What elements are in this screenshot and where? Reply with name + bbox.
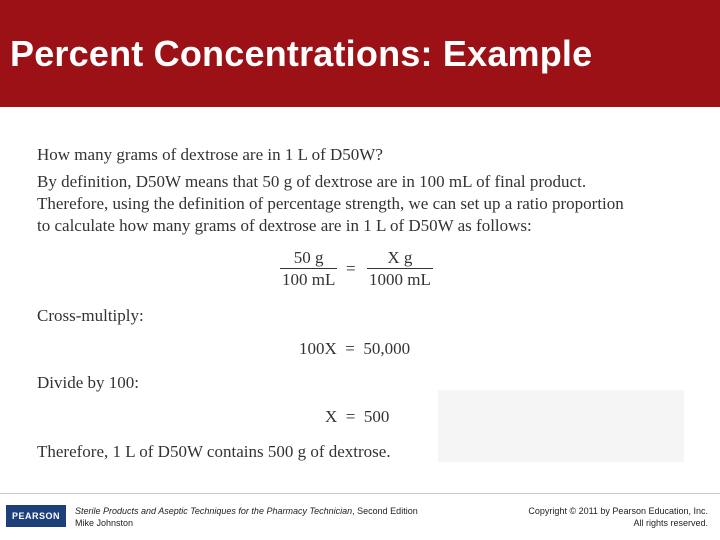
conclusion-text: Therefore, 1 L of D50W contains 500 g of dextrose.: [37, 442, 391, 461]
pearson-logo: PEARSON: [6, 505, 66, 527]
rights-text: All rights reserved.: [633, 518, 708, 528]
definition-line-3: to calculate how many grams of dextrose are in 1 L of D50W as follows:: [37, 216, 532, 235]
footer-divider: [0, 493, 720, 494]
divide-equation: X = 500: [325, 407, 390, 426]
book-edition: , Second Edition: [352, 506, 418, 516]
cross-multiply-label: Cross-multiply:: [37, 306, 144, 325]
left-denominator: 100 mL: [282, 270, 336, 289]
copyright-text: Copyright © 2011 by Pearson Education, Inc.: [528, 506, 708, 516]
book-title: Sterile Products and Aseptic Techniques for the Pharmacy Technician: [75, 506, 353, 516]
left-numerator: 50 g: [293, 248, 324, 267]
slide-title: Percent Concentrations: Example: [10, 33, 593, 74]
footer-book-info: [75, 505, 418, 529]
right-fraction: [367, 248, 433, 291]
book-author: Mike Johnston: [75, 518, 134, 528]
question-text: How many grams of dextrose are in 1 L of D50W?: [37, 145, 383, 164]
cross-multiply-equation: 100X = 50,000: [299, 339, 411, 358]
right-numerator: X g: [387, 248, 413, 267]
shaded-box: [438, 390, 684, 462]
proportion-equals: =: [346, 259, 356, 278]
divide-label: Divide by 100:: [37, 373, 139, 392]
definition-line-2: Therefore, using the definition of percentage strength, we can set up a ratio proportion: [37, 194, 624, 213]
right-denominator: 1000 mL: [369, 270, 431, 289]
footer-copyright: [528, 505, 708, 529]
definition-line-1: By definition, D50W means that 50 g of dextrose are in 100 mL of final product.: [37, 172, 587, 191]
left-fraction: [280, 248, 337, 291]
